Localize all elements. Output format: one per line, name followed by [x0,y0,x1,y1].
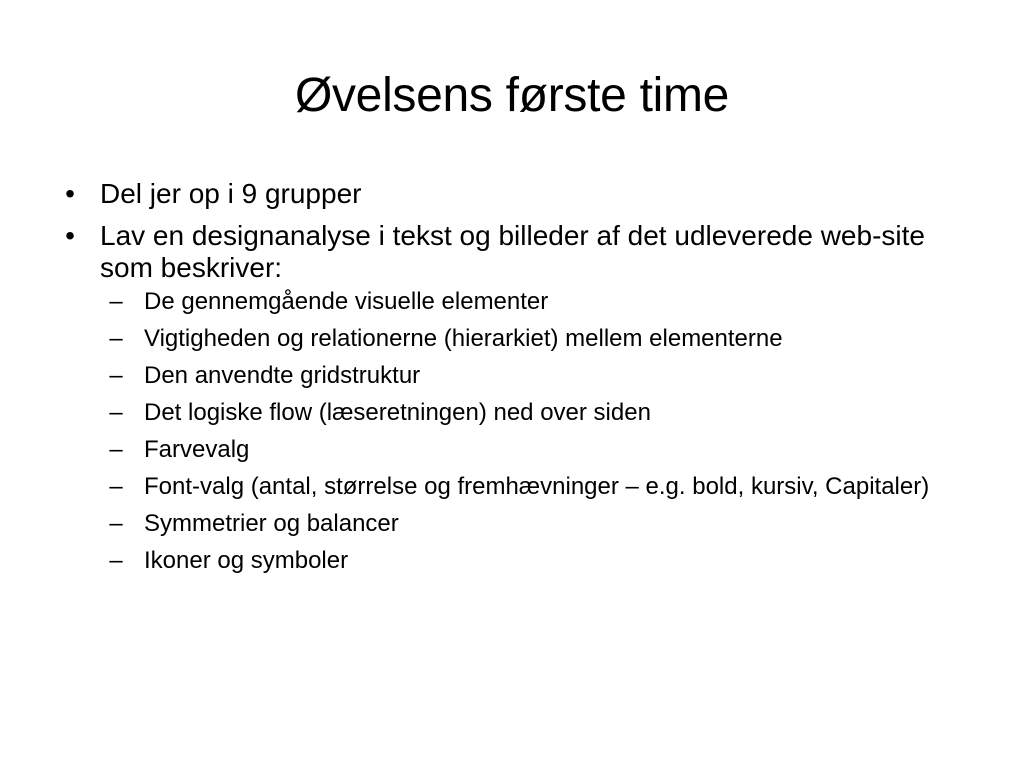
sub-bullet-item [96,473,972,501]
sub-bullet-text: Det logiske flow (læseretningen) ned over siden [144,399,651,426]
bullet-item [52,178,972,210]
dash-marker: – [109,362,123,389]
sub-bullet-item [96,362,972,390]
sub-bullet-text: Ikoner og symboler [144,547,349,574]
sub-bullet-text: Vigtigheden og relationerne (hierarkiet) mellem elementerne [144,325,783,352]
sub-bullet-text: Font-valg (antal, størrelse og fremhævninger – e.g. bold, kursiv, Capitaler) [144,473,930,500]
sub-bullet-text: Farvevalg [144,436,250,463]
sub-bullet-item [96,399,972,427]
sub-bullet-item [96,436,972,464]
bullet-marker: • [65,178,75,209]
sub-bullet-item [96,288,972,316]
slide-title: Øvelsens første time [294,69,730,122]
bullet-text: Lav en designanalyse i tekst og billeder af det udleverede web-site som beskriver: [100,220,925,283]
dash-marker: – [109,473,123,500]
sub-bullet-text: De gennemgående visuelle elementer [144,288,549,315]
dash-marker: – [109,510,123,537]
sub-bullet-list [96,288,972,575]
dash-marker: – [109,399,123,426]
bullet-item [52,220,972,575]
sub-bullet-item [96,510,972,538]
bullet-marker: • [65,220,75,251]
dash-marker: – [109,325,123,352]
bullet-list [52,178,972,585]
sub-bullet-text: Den anvendte gridstruktur [144,362,421,389]
sub-bullet-item [96,325,972,353]
sub-bullet-text: Symmetrier og balancer [144,510,399,537]
bullet-text: Del jer op i 9 grupper [100,178,362,209]
dash-marker: – [109,288,123,315]
sub-bullet-item [96,547,972,575]
dash-marker: – [109,547,123,574]
dash-marker: – [109,436,123,463]
